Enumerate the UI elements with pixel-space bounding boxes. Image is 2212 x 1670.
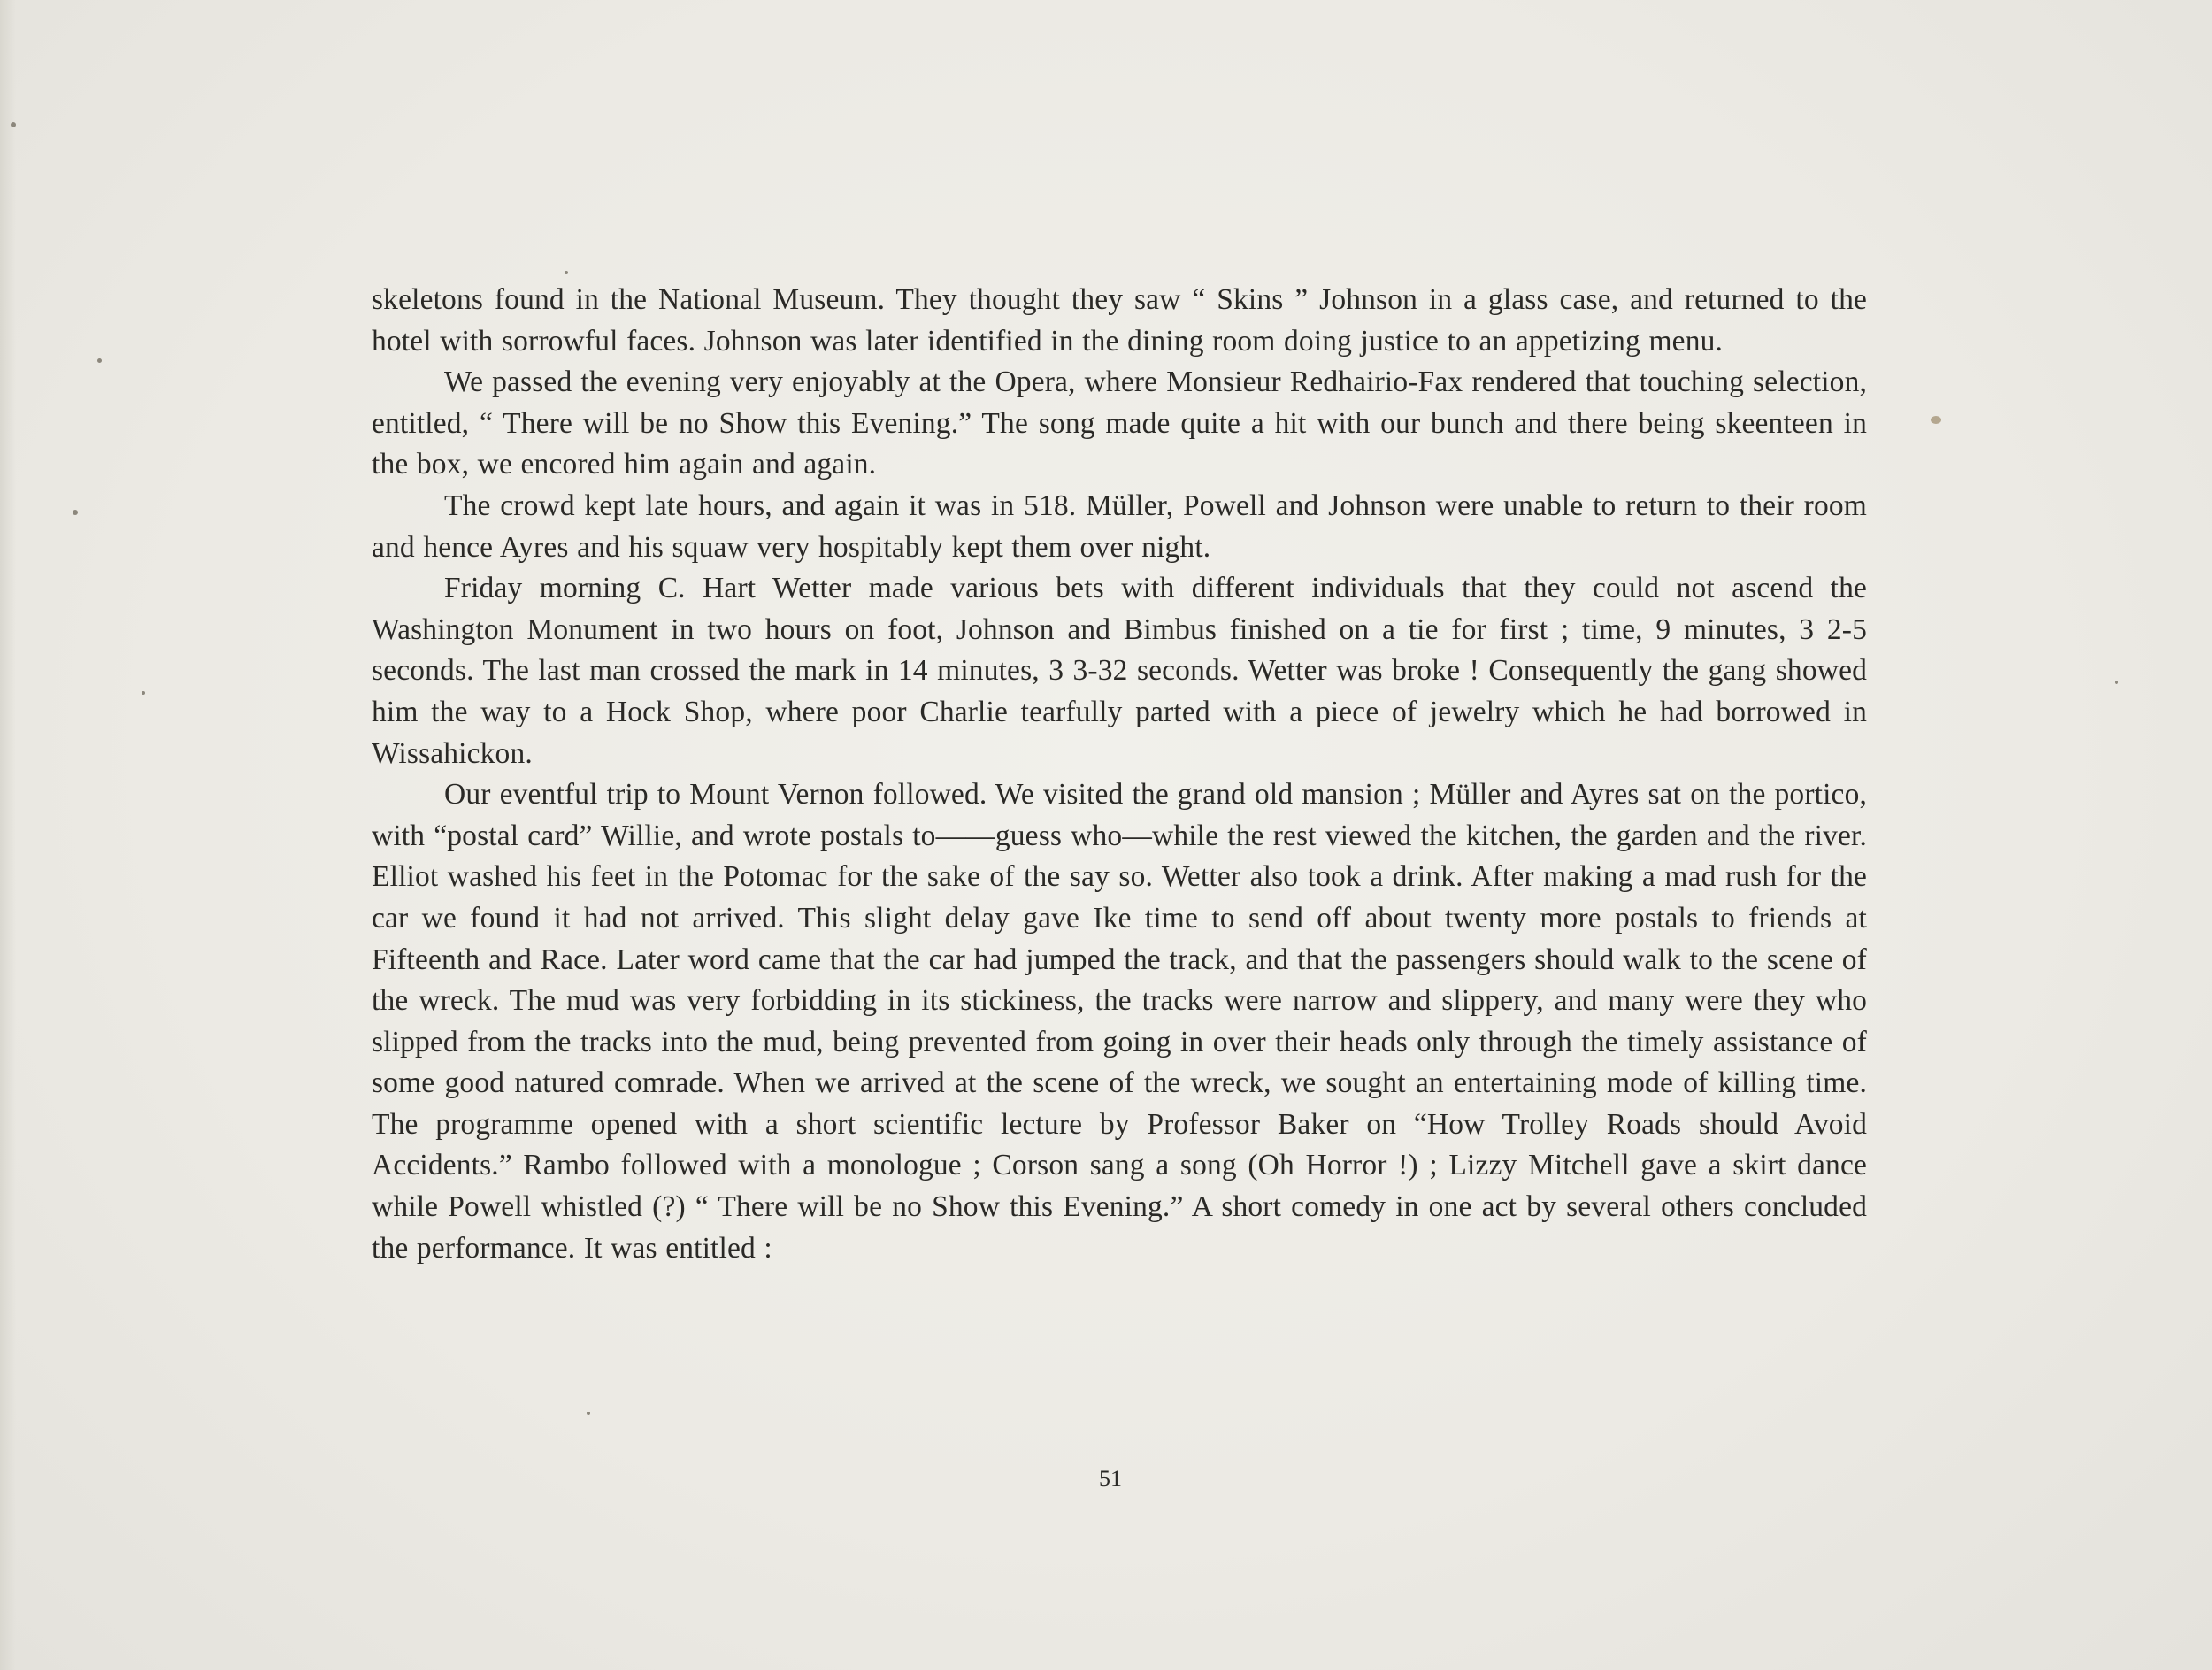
- paragraph-3: The crowd kept late hours, and again it was in 518. Müller, Powell and Johnson were unable to return to their room and hence Ayres and his squaw very hospitably kept them over night.: [372, 489, 1867, 564]
- paragraph-4: Friday morning C. Hart Wetter made various bets with different individuals that they could not ascend the Washington Monument in two hours on foot, Johnson and Bimbus finished on a tie for first ; time, 9 minutes, 3 2-5 seconds. The last man crossed the mark in 14 minutes, 3 3-32 seconds. Wetter was broke ! Consequently the gang showed him the way to a Hock Shop, where poor Charlie tearfully parted with a piece of jewelry which he had borrowed in Wissahickon.: [372, 572, 1867, 770]
- paper-speck: [587, 1412, 590, 1415]
- paper-speck: [2115, 681, 2118, 684]
- paper-speck: [11, 122, 16, 127]
- paper-speck: [73, 510, 78, 515]
- paragraph-2: We passed the evening very enjoyably at the Opera, where Monsieur Redhairio-Fax rendered that touching selection, entitled, “ There will be no Show this Evening.” The song made quite a hit with our bunch and there being skeenteen in the box, we encored him again and again.: [372, 366, 1867, 481]
- paragraph-5: Our eventful trip to Mount Vernon followed. We visited the grand old mansion ; Müller and Ayres sat on the portico, with “postal card” Willie, and wrote postals to——guess who—while the rest viewed the kitchen, the garden and the river. Elliot washed his feet in the Potomac for the sake of the say so. Wetter also took a drink. After making a mad rush for the car we found it had not arrived. This slight delay gave Ike time to send off about twenty more postals to friends at Fifteenth and Race. Later word came that the car had jumped the track, and that the passengers should walk to the scene of the wreck. The mud was very forbidding in its stickiness, the tracks were narrow and slippery, and many were they who slipped from the tracks into the mud, being prevented from going in over their heads only through the timely assistance of some good natured comrade. When we arrived at the scene of the wreck, we sought an entertaining mode of killing time. The programme opened with a short scientific lecture by Professor Baker on “How Trolley Roads should Avoid Accidents.” Rambo followed with a monologue ; Corson sang a song (Oh Horror !) ; Lizzy Mitchell gave a skirt dance while Powell whistled (?) “ There will be no Show this Evening.” A short comedy in one act by several others concluded the performance. It was entitled :: [372, 778, 1867, 1265]
- paragraph-1: skeletons found in the National Museum. They thought they saw “ Skins ” Johnson in a glass case, and returned to the hotel with sorrowful faces. Johnson was later identified in the dining room doing justice to an appetizing menu.: [372, 283, 1867, 358]
- paper-speck: [97, 358, 102, 363]
- body-text: [372, 280, 1867, 1269]
- paper-speck: [565, 271, 568, 274]
- paper-speck: [142, 691, 145, 695]
- page-number: 51: [1099, 1466, 1122, 1491]
- paper-speck: [1931, 416, 1941, 424]
- page-edge-shadow: [0, 0, 16, 1670]
